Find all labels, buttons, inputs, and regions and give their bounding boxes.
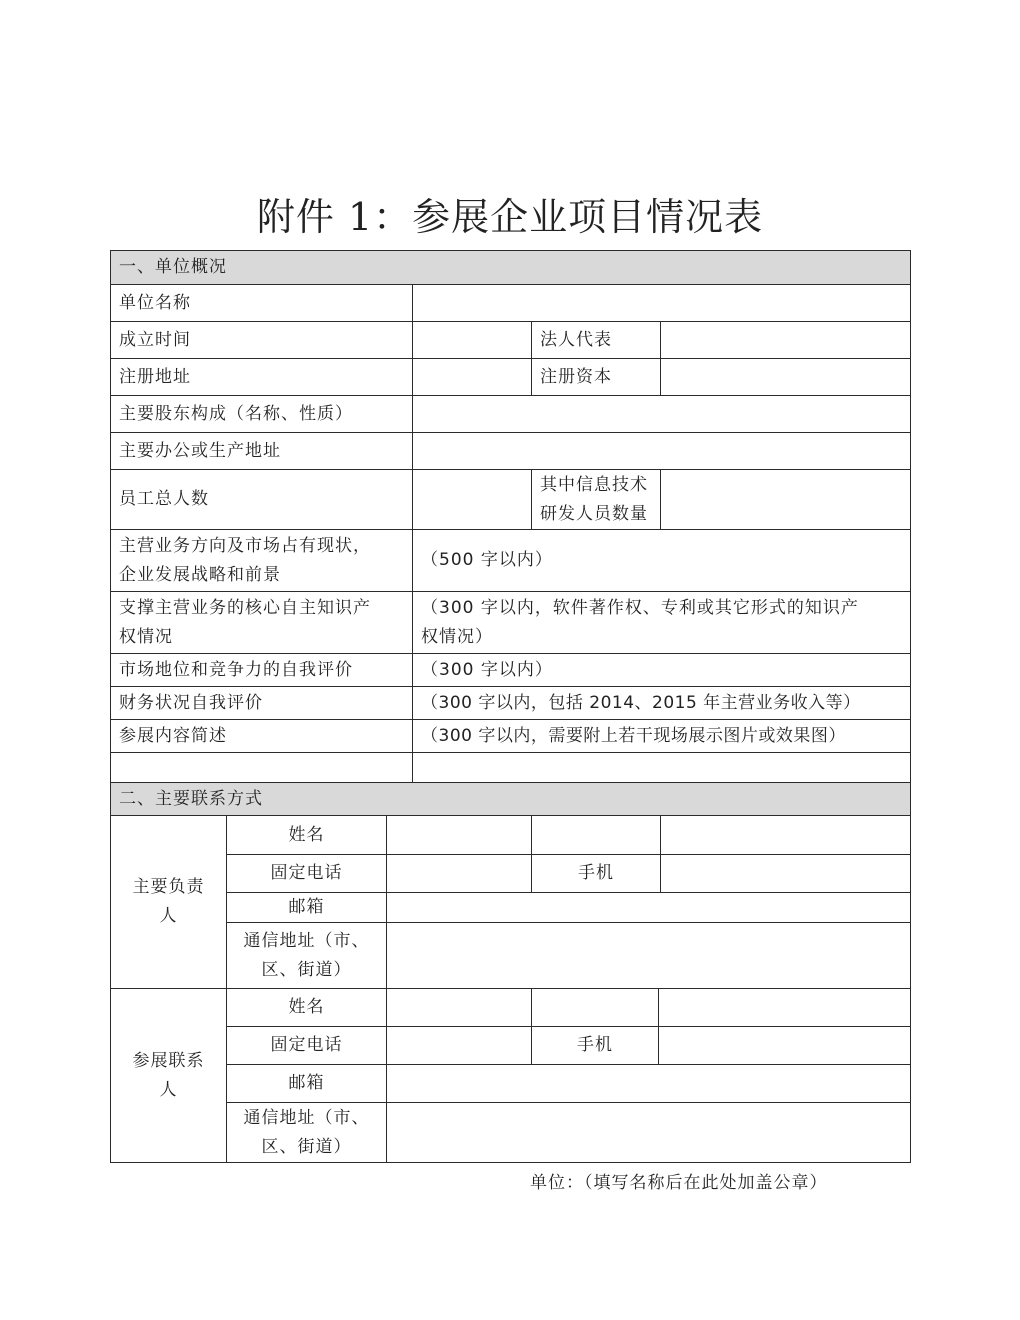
field-name-extra-2[interactable] [661,816,911,855]
field-exhibit[interactable] [413,720,911,753]
label-it-staff-line1: 其中信息技术 [540,474,648,495]
field-ip[interactable] [413,592,911,654]
field-employees[interactable] [413,470,532,530]
field-office-address[interactable] [413,433,911,470]
label-address [227,923,387,989]
field-name-extra[interactable] [532,816,661,855]
contact-group-label-exhibitor [111,989,227,1163]
finance-note: （300 字以内，包括 2014、2015 年主营业务收入等） [421,692,861,713]
label-ip-line2: 权情况 [119,626,173,647]
field-address[interactable] [387,923,911,989]
contact-group-label-primary [111,816,227,989]
label-exhibit: 参展内容简述 [111,720,413,753]
label-office-address: 主要办公或生产地址 [111,433,413,470]
business-note: （500 字以内） [421,550,553,570]
field-reg-capital[interactable] [661,359,911,396]
field-finance[interactable] [413,687,911,720]
label-address-line2: 区、街道） [261,1136,352,1157]
label-phone: 固定电话 [227,855,387,893]
contact-group-label-line2: 人 [159,906,178,926]
field-email[interactable] [387,1065,911,1103]
label-address-line2: 区、街道） [261,959,352,980]
blank-cell-left [111,753,413,783]
label-phone: 固定电话 [227,1027,387,1065]
ip-note-line2: 权情况） [421,626,493,647]
field-legal-rep[interactable] [661,322,911,359]
market-note: （300 字以内） [421,659,553,680]
label-finance: 财务状况自我评价 [111,687,413,720]
field-name-extra-2[interactable] [659,989,911,1027]
contact-group-label-line1: 主要负责 [132,877,205,897]
field-mobile[interactable] [659,1027,911,1065]
field-name[interactable] [387,989,532,1027]
label-reg-address: 注册地址 [111,359,413,396]
field-market[interactable] [413,654,911,687]
label-business [111,530,413,592]
ip-note-line1: （300 字以内，软件著作权、专利或其它形式的知识产 [421,597,859,618]
field-it-staff[interactable] [661,470,911,530]
label-name: 姓名 [227,816,387,855]
label-ip [111,592,413,654]
label-mobile: 手机 [532,855,661,893]
field-address[interactable] [387,1103,911,1163]
seal-note: 单位：（填写名称后在此处加盖公章） [530,1173,828,1193]
label-address [227,1103,387,1163]
label-business-line2: 企业发展战略和前景 [119,564,281,585]
page-title: 附件 1：参展企业项目情况表 [256,195,764,239]
exhibit-note: （300 字以内，需要附上若干现场展示图片或效果图） [421,725,846,746]
label-email: 邮箱 [227,1065,387,1103]
label-unit-name: 单位名称 [111,285,413,322]
field-shareholders[interactable] [413,396,911,433]
field-unit-name[interactable] [413,285,911,322]
label-address-line1: 通信地址（市、 [243,930,370,951]
label-address-line1: 通信地址（市、 [243,1107,370,1128]
field-phone[interactable] [387,1027,532,1065]
label-business-line1: 主营业务方向及市场占有现状， [119,535,371,556]
label-it-staff [532,470,661,530]
field-phone[interactable] [387,855,532,893]
field-mobile[interactable] [661,855,911,893]
label-email: 邮箱 [227,893,387,923]
contact-group-label-line1: 参展联系 [132,1050,205,1071]
field-founded[interactable] [413,322,532,359]
label-legal-rep: 法人代表 [532,322,661,359]
label-shareholders: 主要股东构成（名称、性质） [111,396,413,433]
field-name[interactable] [387,816,532,855]
label-founded: 成立时间 [111,322,413,359]
section-header-unit-overview: 一、单位概况 [111,251,911,285]
label-ip-line1: 支撑主营业务的核心自主知识产 [119,597,371,618]
contact-group-label-line2: 人 [159,1079,178,1100]
label-employees: 员工总人数 [111,470,413,530]
field-email[interactable] [387,893,911,923]
blank-cell-right[interactable] [413,753,911,783]
field-reg-address[interactable] [413,359,532,396]
project-info-form [110,250,911,1163]
label-reg-capital: 注册资本 [532,359,661,396]
field-name-extra[interactable] [532,989,659,1027]
label-it-staff-line2: 研发人员数量 [540,503,648,524]
field-business[interactable] [413,530,911,592]
label-market: 市场地位和竞争力的自我评价 [111,654,413,687]
section-header-contacts: 二、主要联系方式 [111,783,911,816]
label-mobile: 手机 [532,1027,659,1065]
label-name: 姓名 [227,989,387,1027]
